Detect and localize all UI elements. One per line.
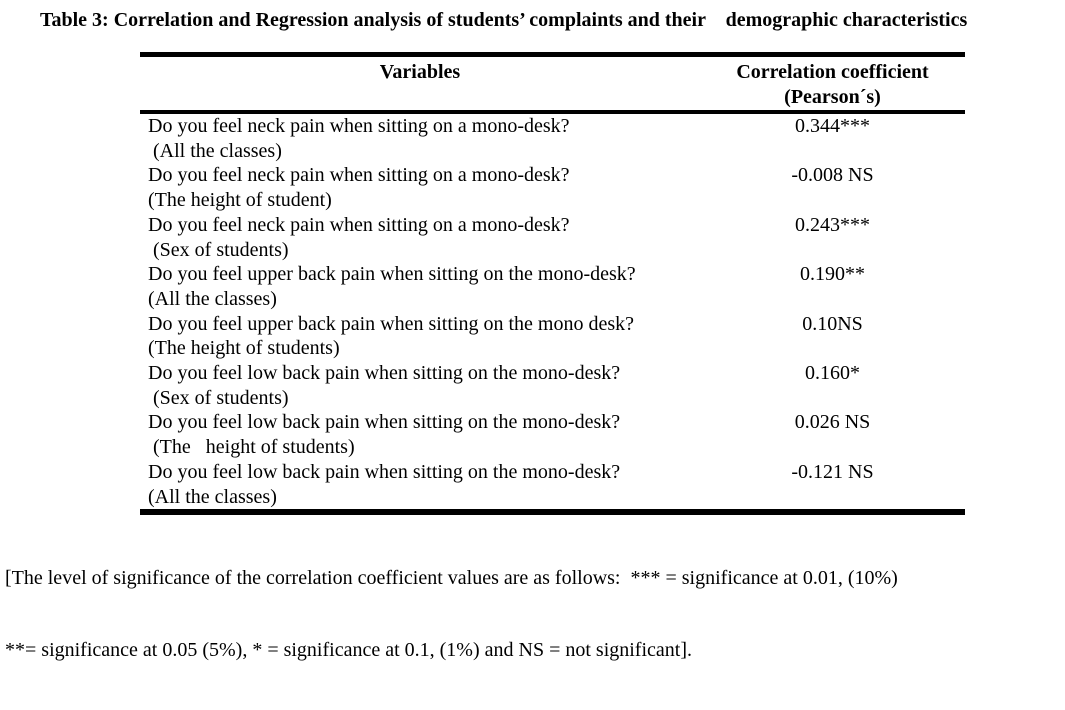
column-header-variables: Variables <box>379 61 461 83</box>
footnote-line1: [The level of significance of the correlation coefficient values are as follows: *** = significance at 0.01, (10%) <box>5 567 898 590</box>
variable-group: (Sex of students) <box>148 386 289 409</box>
coefficient-value: 0.160* <box>805 362 860 385</box>
coefficient-value: -0.121 NS <box>791 460 874 483</box>
variable-question: Do you feel low back pain when sitting on the mono-desk? <box>148 411 621 434</box>
variable-cell <box>140 361 700 410</box>
variable-cell <box>140 460 700 509</box>
table-body <box>140 114 965 509</box>
coefficient-value: 0.344*** <box>795 115 870 137</box>
column-header-correlation-line2: (Pearson´s) <box>784 86 881 108</box>
table-row <box>140 460 965 509</box>
table-row <box>140 114 965 163</box>
coefficient-value: 0.026 NS <box>794 411 871 434</box>
table-row <box>140 410 965 459</box>
variable-question: Do you feel low back pain when sitting on the mono-desk? <box>148 460 621 483</box>
variable-question: Do you feel upper back pain when sitting on the mono desk? <box>148 312 634 335</box>
variable-cell <box>140 163 700 212</box>
table-caption: Table 3: Correlation and Regression analysis of students’ complaints and their demographic characteristics <box>40 9 968 31</box>
variable-cell <box>140 410 700 459</box>
variable-cell <box>140 114 700 163</box>
coefficient-value: 0.243*** <box>795 213 870 236</box>
variable-group: (The height of student) <box>148 189 332 212</box>
coefficient-value: -0.008 NS <box>791 164 874 187</box>
column-header-correlation-coefficient <box>700 60 965 110</box>
document-page <box>0 8 1065 662</box>
coefficient-value: 0.190** <box>800 263 865 286</box>
footnote-line2: **= significance at 0.05 (5%), * = significance at 0.1, (1%) and NS = not significant]. <box>5 639 692 662</box>
variable-cell <box>140 213 700 262</box>
variable-question: Do you feel neck pain when sitting on a mono-desk? <box>148 213 570 236</box>
variable-group: (All the classes) <box>148 485 277 508</box>
table-header-row <box>140 57 965 114</box>
variable-group: (Sex of students) <box>148 238 289 261</box>
table-row <box>140 262 965 311</box>
variable-group: (All the classes) <box>148 139 282 162</box>
variable-question: Do you feel upper back pain when sitting on the mono-desk? <box>148 263 636 286</box>
coefficient-value: 0.10NS <box>802 312 863 335</box>
variable-cell <box>140 262 700 311</box>
variable-question: Do you feel neck pain when sitting on a mono-desk? <box>148 115 570 137</box>
table-row <box>140 312 965 361</box>
table-row <box>140 361 965 410</box>
column-header-correlation-line1: Correlation coefficient <box>736 61 929 83</box>
table-row <box>140 213 965 262</box>
variable-question: Do you feel low back pain when sitting on the mono-desk? <box>148 362 621 385</box>
variable-question: Do you feel neck pain when sitting on a mono-desk? <box>148 164 570 187</box>
significance-footnote <box>5 518 1065 710</box>
variable-group: (The height of students) <box>148 436 355 459</box>
correlation-table <box>140 52 965 515</box>
variable-group: (The height of students) <box>148 337 340 360</box>
variable-cell <box>140 312 700 361</box>
variable-group: (All the classes) <box>148 287 277 310</box>
table-row <box>140 163 965 212</box>
